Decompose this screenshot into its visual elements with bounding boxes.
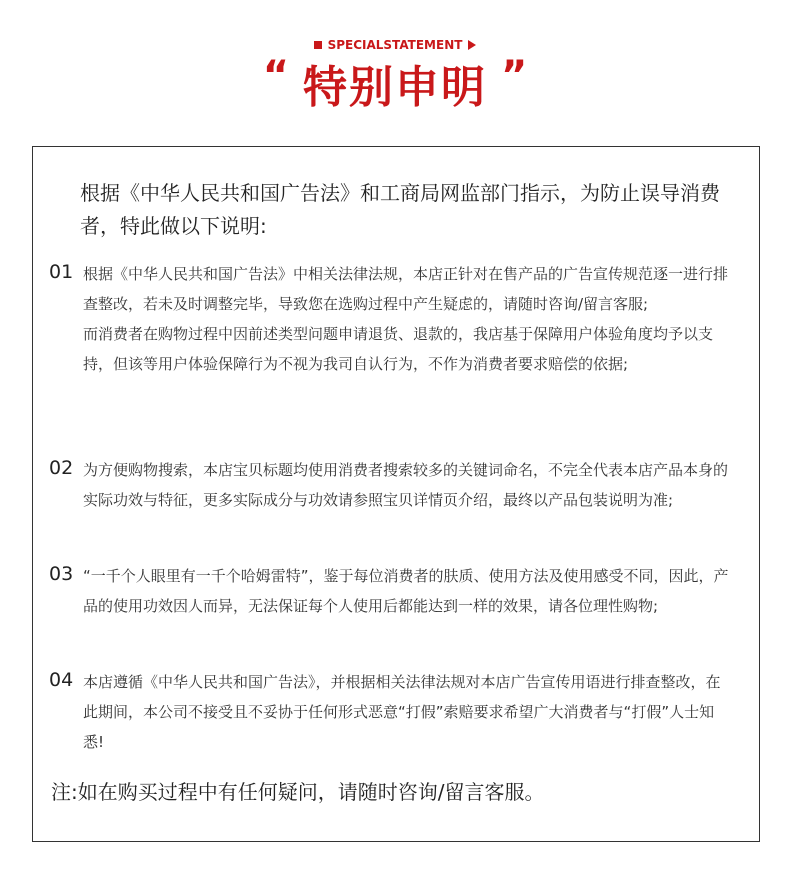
page-title: 特别申明 — [303, 62, 487, 113]
item-paragraph: 根据《中华人民共和国广告法》中相关法律法规，本店正针对在售产品的广告宣传规范逐一进行排查整改，若未及时调整完毕，导致您在选购过程中产生疑虑的，请随时咨询/留言客服; — [83, 265, 729, 313]
open-quote: “ — [262, 53, 289, 99]
item-paragraph: “一千个人眼里有一千个哈姆雷特”，鉴于每位消费者的肤质、使用方法及使用感受不同，因此，产品的使用功效因人而异，无法保证每个人使用后都能达到一样的效果，请各位理性购物; — [83, 567, 729, 615]
triangle-right-icon — [468, 40, 476, 50]
item-text — [83, 561, 733, 621]
close-quote: ” — [501, 53, 528, 99]
item-number: 01 — [49, 261, 74, 283]
item-paragraph: 本店遵循《中华人民共和国广告法》，并根据相关法律法规对本店广告宣传用语进行排查整改，在此期间，本公司不接受且不妥协于任何形式恶意“打假”索赔要求希望广大消费者与“打假”人士知悉! — [83, 673, 721, 751]
square-icon — [314, 41, 322, 49]
footer-note: 注:如在购买过程中有任何疑问，请随时咨询/留言客服。 — [51, 780, 545, 804]
item-number: 02 — [49, 457, 74, 479]
item-number: 04 — [49, 669, 74, 691]
statement-box — [32, 146, 760, 842]
item-text — [83, 667, 733, 757]
header-tag-text: SPECIALSTATEMENT — [327, 38, 463, 52]
item-paragraph: 为方便购物搜索，本店宝贝标题均使用消费者搜索较多的关键词命名，不完全代表本店产品本身的实际功效与特征，更多实际成分与功效请参照宝贝详情页介绍，最终以产品包装说明为准; — [83, 461, 729, 509]
item-number: 03 — [49, 563, 74, 585]
item-paragraph: 而消费者在购物过程中因前述类型问题申请退货、退款的，我店基于保障用户体验角度均予以支持，但该等用户体验保障行为不视为我司自认行为，不作为消费者要求赔偿的依据; — [83, 325, 714, 373]
item-text — [83, 455, 733, 515]
header-tag — [0, 38, 790, 52]
intro-text: 根据《中华人民共和国广告法》和工商局网监部门指示，为防止误导消费者，特此做以下说明: — [80, 181, 720, 238]
item-text — [83, 259, 733, 379]
title-row — [0, 53, 790, 118]
